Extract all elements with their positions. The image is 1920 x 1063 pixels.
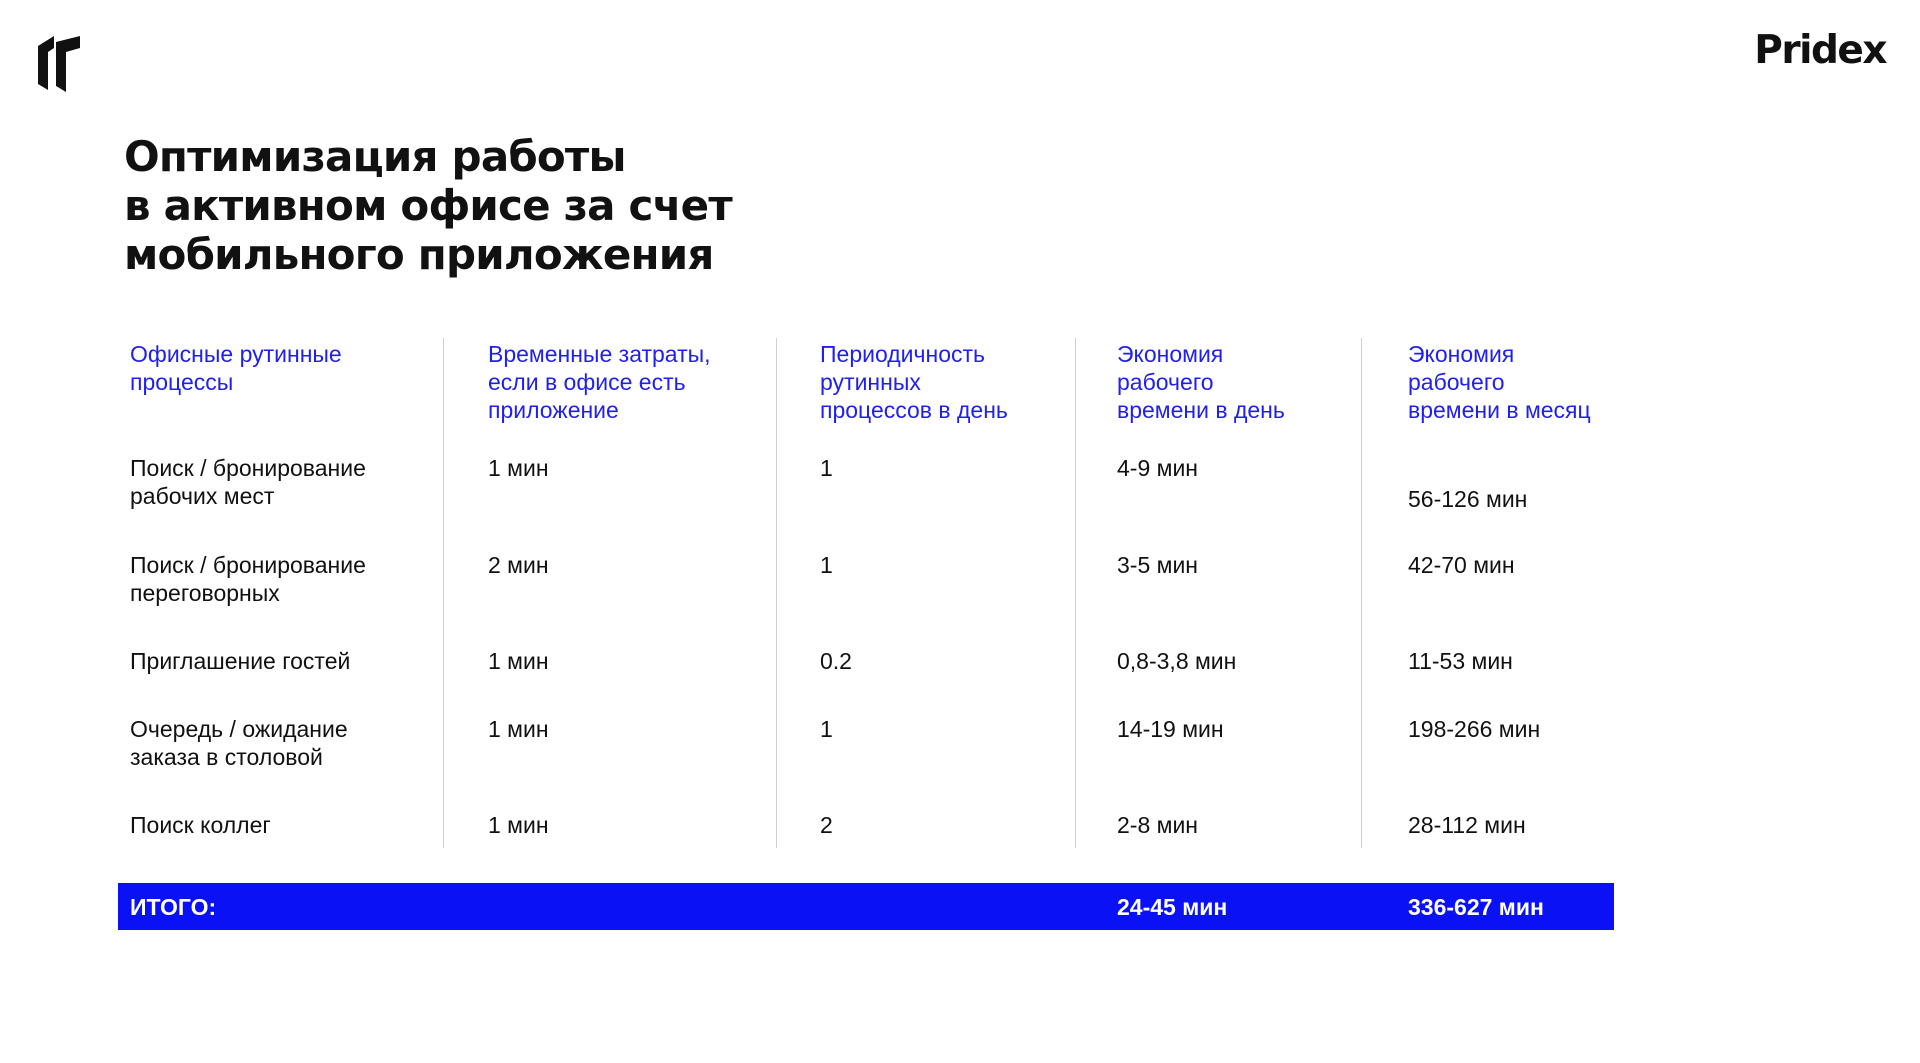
column-header-day-savings [1117,340,1285,424]
table-cell-process [130,551,366,607]
cell-line: рабочих мест [130,483,275,509]
column-divider [776,338,777,848]
cell-value: 56-126 мин [1408,486,1528,512]
total-label: ИТОГО: [130,894,217,920]
cell-value: 14-19 мин [1117,716,1224,742]
cell-value: 2 мин [488,552,549,578]
table-cell-time [488,811,549,839]
header-line: рабочего [1408,369,1505,395]
cell-value: 42-70 мин [1408,552,1515,578]
header-line: времени в день [1117,397,1285,423]
table-cell-day-savings [1117,551,1198,579]
cell-value: 1 [820,716,833,742]
page-title [124,132,732,279]
table-cell-month-savings [1408,811,1526,839]
column-header-process [130,340,342,396]
header-line: Периодичность [820,341,986,367]
brand-logo: Pridex [1754,28,1886,73]
cell-value: 198-266 мин [1408,716,1541,742]
cell-line: Приглашение гостей [130,648,351,674]
header-line: Экономия [1117,341,1224,367]
header-line: рабочего [1117,369,1214,395]
total-day-savings: 24-45 мин [1117,894,1228,920]
header-line: процессы [130,369,234,395]
total-row-bar [118,883,1614,930]
header-line: Временные затраты, [488,341,711,367]
table-cell-process [130,715,348,771]
table-cell-time [488,454,549,482]
column-header-frequency [820,340,1008,424]
cell-value: 11-53 мин [1408,648,1513,674]
cell-value: 3-5 мин [1117,552,1198,578]
title-line: мобильного приложения [124,230,714,279]
table-cell-process [130,811,271,839]
title-line: Оптимизация работы [124,132,626,181]
header-line: процессов в день [820,397,1008,423]
table-cell-frequency [820,647,852,675]
table-cell-process [130,454,366,510]
column-divider [1075,338,1076,848]
table-cell-process [130,647,350,675]
table-cell-day-savings [1117,811,1198,839]
column-header-time [488,340,711,424]
cell-value: 1 мин [488,716,549,742]
cell-value: 0,8-3,8 мин [1117,648,1237,674]
header-line: времени в месяц [1408,397,1591,423]
cell-value: 2-8 мин [1117,812,1198,838]
cell-line: Поиск / бронирование [130,455,366,481]
cell-value: 4-9 мин [1117,455,1198,481]
cell-value: 2 [820,812,833,838]
table-cell-month-savings [1408,551,1515,579]
table-cell-frequency [820,715,833,743]
header-line: рутинных [820,369,921,395]
cell-line: заказа в столовой [130,744,323,770]
cell-line: Поиск / бронирование [130,552,366,578]
column-header-month-savings [1408,340,1591,424]
cell-value: 1 мин [488,648,549,674]
table-cell-time [488,715,549,743]
header-line: приложение [488,397,619,423]
cell-value: 1 [820,455,833,481]
table-cell-frequency [820,551,833,579]
cell-value: 1 мин [488,812,549,838]
header-line: если в офисе есть [488,369,686,395]
column-divider [1361,338,1362,848]
table-cell-frequency [820,811,833,839]
table-cell-month-savings [1408,485,1527,513]
table-cell-month-savings [1408,715,1540,743]
table-cell-month-savings [1408,647,1513,675]
cell-value: 28-112 мин [1408,812,1526,838]
column-divider [443,338,444,848]
table-cell-day-savings [1117,647,1236,675]
table-cell-day-savings [1117,715,1224,743]
cell-line: переговорных [130,580,280,606]
table-cell-day-savings [1117,454,1198,482]
cell-value: 1 [820,552,833,578]
table-cell-time [488,551,549,579]
cell-line: Поиск коллег [130,812,271,838]
company-logo-icon [34,34,84,94]
cell-line: Очередь / ожидание [130,716,348,742]
cell-value: 1 мин [488,455,549,481]
cell-value: 0.2 [820,648,852,674]
table-cell-time [488,647,549,675]
title-line: в активном офисе за счет [124,181,732,230]
header-line: Офисные рутинные [130,341,342,367]
header-line: Экономия [1408,341,1515,367]
total-month-savings: 336-627 мин [1408,894,1544,920]
table-cell-frequency [820,454,833,482]
